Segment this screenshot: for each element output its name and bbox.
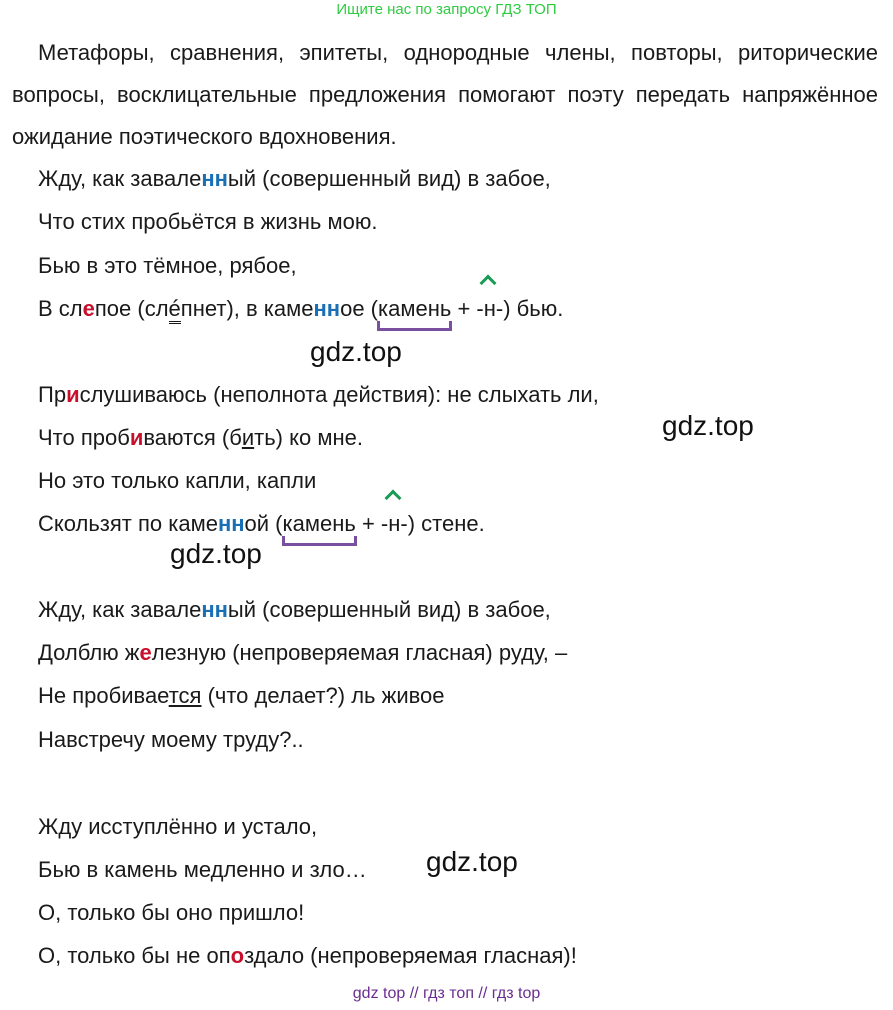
top-banner: Ищите нас по запросу ГДЗ ТОП [336, 1, 557, 18]
text: Скользят по каме [38, 511, 218, 536]
highlight-nn: нн [313, 296, 341, 321]
watermark: gdz.top [426, 846, 518, 877]
highlight-vowel: о [230, 943, 245, 968]
text: лезную (непроверяемая гласная) руду, – [151, 640, 568, 665]
root-bracket [377, 321, 452, 331]
stanza4-line3: О, только бы оно пришло! [38, 900, 305, 925]
stanza1-line1 [38, 165, 551, 193]
stanza1-line2: Что стих пробьётся в жизнь мою. [38, 209, 378, 234]
highlight-vowel: и [66, 382, 80, 407]
root-word: камень [282, 511, 356, 536]
highlight-nn: нн [217, 511, 245, 536]
text: + [451, 296, 477, 321]
text: О, только бы не оп [38, 943, 231, 968]
stanza2-line3: Но это только капли, капли [38, 468, 317, 493]
text: пнет), в каме [180, 296, 314, 321]
text: Жду, как завале [38, 597, 202, 622]
underlined-ending: тся [168, 683, 202, 708]
text: Жду, как завале [38, 166, 202, 191]
text: здало (непроверяемая гласная)! [244, 943, 577, 968]
stanza3-line2 [38, 639, 567, 667]
stanza4-line1: Жду исступлённо и устало, [38, 814, 318, 839]
suffix-text: -н- [476, 296, 504, 321]
text: В сл [38, 296, 83, 321]
stanza1-line3: Бью в это тёмное, рябое, [38, 253, 297, 278]
stanza1-line4 [38, 295, 563, 323]
text: Что проб [38, 425, 130, 450]
stanza3-line1 [38, 596, 551, 624]
text: Не пробивае [38, 683, 169, 708]
text: пое (сл [94, 296, 169, 321]
text: ый (совершенный вид) в забое, [227, 166, 551, 191]
footer-watermark: gdz top // гдз топ // гдз top [352, 985, 541, 1002]
highlight-vowel: и [129, 425, 144, 450]
text: ) стене. [407, 511, 485, 536]
stanza2-line4 [38, 510, 485, 538]
text: ый (совершенный вид) в забое, [227, 597, 551, 622]
text: + [355, 511, 381, 536]
highlight-vowel: е [82, 296, 95, 321]
stanza4-line2: Бью в камень медленно и зло… [38, 857, 367, 882]
text: Долблю ж [38, 640, 140, 665]
text: (что делает?) ль живое [201, 683, 445, 708]
text: ть) ко мне. [254, 425, 363, 450]
root-mark [378, 295, 451, 323]
highlight-vowel: е [139, 640, 152, 665]
suffix-text: -н- [380, 511, 408, 536]
underlined-vowel: и [241, 425, 255, 450]
stanza4-line4 [38, 942, 577, 970]
stanza3-line4: Навстречу моему труду?.. [38, 727, 304, 752]
text: ое ( [340, 296, 378, 321]
suffix-hat-icon [387, 492, 399, 504]
highlight-nn: нн [201, 166, 228, 191]
root-mark [283, 510, 356, 538]
stressed-vowel: é [169, 296, 181, 324]
text: ой ( [244, 511, 283, 536]
watermark: gdz.top [170, 538, 262, 569]
highlight-nn: нн [201, 597, 228, 622]
text: ) бью. [503, 296, 564, 321]
text: ваются (б [143, 425, 242, 450]
intro-paragraph [12, 32, 878, 158]
suffix-mark [476, 295, 503, 323]
stanza3-line3 [38, 682, 445, 710]
intro-text: Метафоры, сравнения, эпитеты, однородные члены, повторы, риторические вопросы, восклицательные предложения помогают поэту передать напряжённое ожидание поэтического вдохновения. [12, 40, 878, 149]
text: слушиваюсь (неполнота действия): не слыхать ли, [79, 382, 599, 407]
suffix-hat-icon [482, 277, 494, 289]
stanza2-line2 [38, 424, 363, 452]
stanza2-line1 [38, 381, 599, 409]
root-word: камень [378, 296, 452, 321]
root-bracket [282, 536, 357, 546]
suffix-mark [381, 510, 408, 538]
text: Пр [38, 382, 67, 407]
watermark: gdz.top [310, 336, 402, 367]
watermark: gdz.top [662, 410, 754, 441]
